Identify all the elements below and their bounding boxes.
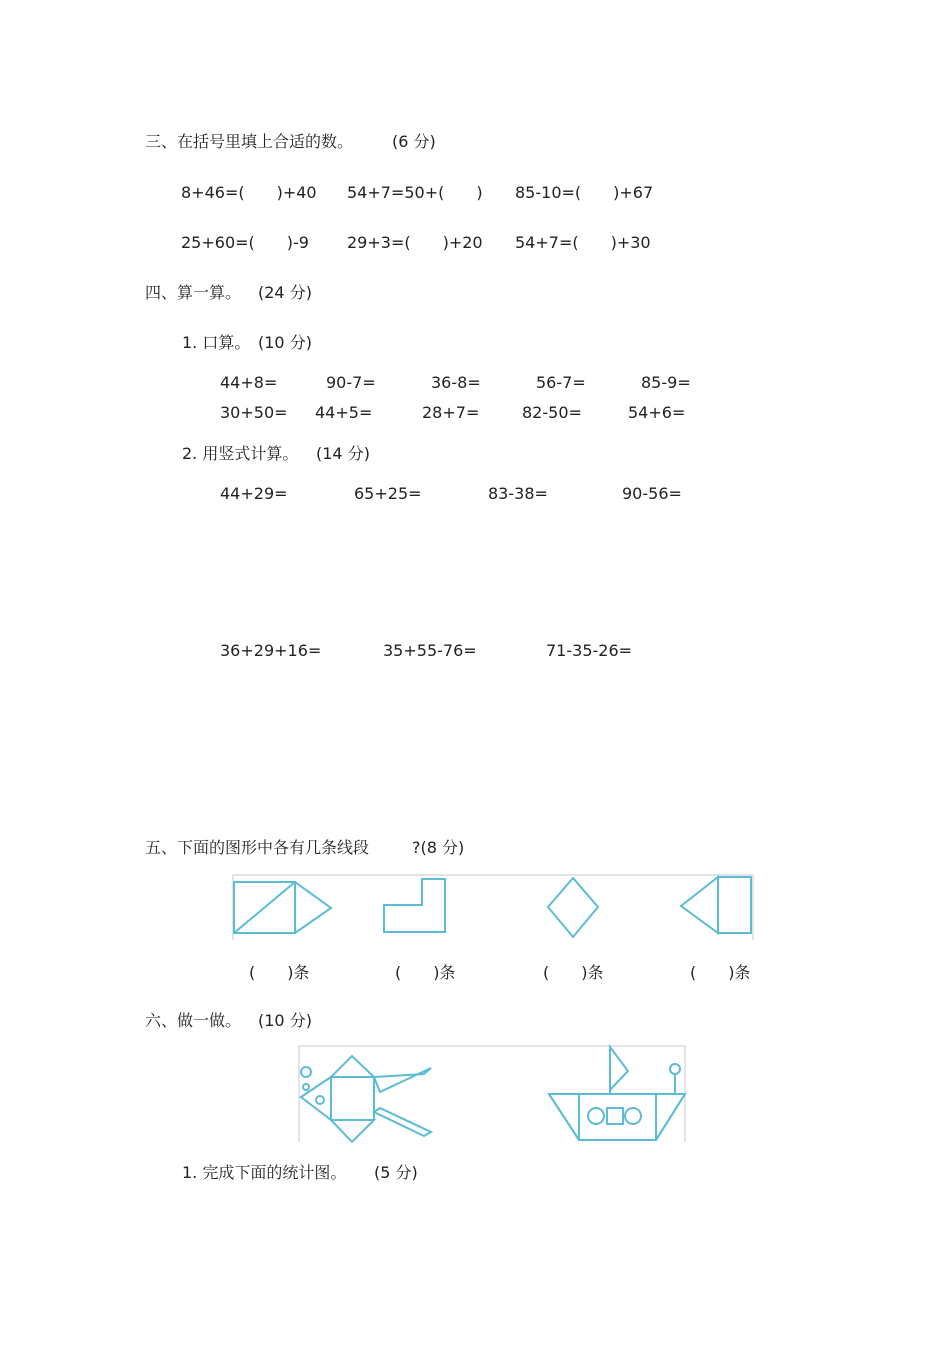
section6-heading: 六、做一做。 [145, 1011, 242, 1030]
section3-points: (6 分) [392, 132, 436, 151]
vertical-calc-item: 90-56= [622, 484, 682, 503]
section3-heading: 三、在括号里填上合适的数。 [145, 132, 354, 151]
oral-calc-item: 90-7= [326, 373, 376, 392]
segment-figures [228, 870, 758, 945]
vertical-calc-item: 71-35-26= [546, 641, 633, 660]
section5-heading: 五、下面的图形中各有几条线段 [145, 838, 370, 857]
section5-points: ?(8 分) [412, 838, 465, 857]
oral-calc-points: (10 分) [258, 333, 312, 352]
chart-task-points: (5 分) [374, 1163, 418, 1182]
fill-blank-expression: 29+3=( )+20 [347, 233, 483, 252]
vertical-calc-item: 83-38= [488, 484, 548, 503]
segment-answer: ( )条 [690, 963, 751, 982]
oral-calc-item: 82-50= [522, 403, 582, 422]
oral-calc-item: 28+7= [422, 403, 480, 422]
segment-answer: ( )条 [543, 963, 604, 982]
vertical-calc-title: 2. 用竖式计算。 [182, 444, 299, 463]
vertical-calc-item: 44+29= [220, 484, 288, 503]
fill-blank-expression: 54+7=( )+30 [515, 233, 651, 252]
oral-calc-title: 1. 口算。 [182, 333, 251, 352]
vertical-calc-item: 65+25= [354, 484, 422, 503]
chart-task-title: 1. 完成下面的统计图。 [182, 1163, 347, 1182]
fill-blank-expression: 25+60=( )-9 [181, 233, 309, 252]
vertical-calc-points: (14 分) [316, 444, 370, 463]
vertical-calc-item: 36+29+16= [220, 641, 322, 660]
vertical-calc-item: 35+55-76= [383, 641, 477, 660]
oral-calc-item: 85-9= [641, 373, 691, 392]
fill-blank-expression: 8+46=( )+40 [181, 183, 317, 202]
oral-calc-item: 44+8= [220, 373, 278, 392]
oral-calc-item: 44+5= [315, 403, 373, 422]
figure-l-shape [384, 879, 445, 932]
section6-points: (10 分) [258, 1011, 312, 1030]
section4-points: (24 分) [258, 283, 312, 302]
segment-answer: ( )条 [395, 963, 456, 982]
oral-calc-item: 54+6= [628, 403, 686, 422]
oral-calc-item: 36-8= [431, 373, 481, 392]
section4-heading: 四、算一算。 [145, 283, 242, 302]
figure-diamond [548, 878, 598, 937]
fill-blank-expression: 85-10=( )+67 [515, 183, 654, 202]
oral-calc-item: 30+50= [220, 403, 288, 422]
fish-picture [301, 1056, 431, 1142]
boat-picture [549, 1047, 685, 1140]
figure-triangle-rect [681, 877, 751, 933]
fill-blank-expression: 54+7=50+( ) [347, 183, 483, 202]
shape-pictures [296, 1042, 688, 1146]
segment-answer: ( )条 [249, 963, 310, 982]
oral-calc-item: 56-7= [536, 373, 586, 392]
figure-rect-triangle [234, 882, 331, 933]
